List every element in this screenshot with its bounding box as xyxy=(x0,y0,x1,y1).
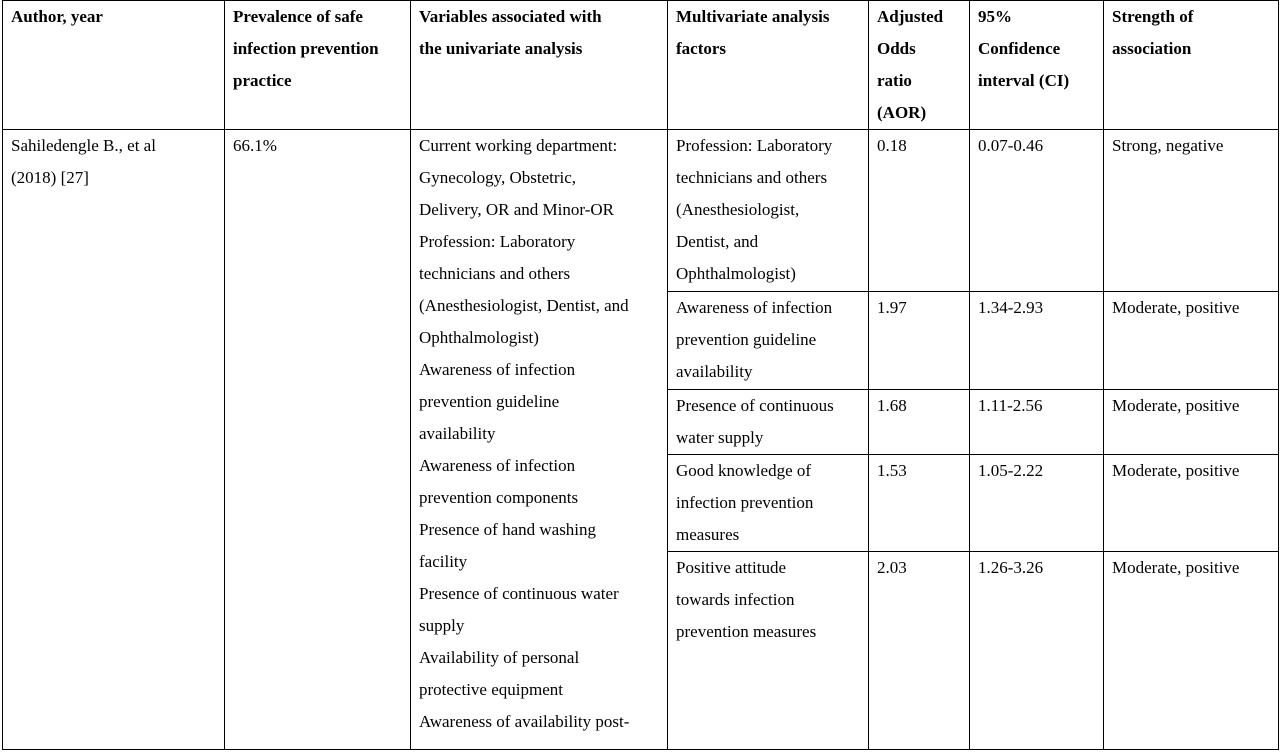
header-confidence-interval: 95% Confidence interval (CI) xyxy=(970,1,1104,130)
ci-cell: 1.26-3.26 xyxy=(970,552,1104,750)
ci-cell: 1.11-2.56 xyxy=(970,390,1104,455)
header-row xyxy=(3,1,1279,130)
factor-cell: Presence of continuous water supply xyxy=(668,390,869,455)
aor-cell: 1.53 xyxy=(869,455,970,552)
header-prevalence: Prevalence of safe infection prevention practice xyxy=(225,1,411,130)
ci-cell: 0.07-0.46 xyxy=(970,130,1104,292)
univariate-variables-cell: Current working department: Gynecology, Obstetric, Delivery, OR and Minor-OR Profession: Laboratory technicians and others (Anesthesiologist, Dentist, and Ophthalmologist) Awareness of infection prevention guideline availability Awareness of infection prevention components Presence of hand washing facility Presence of continuous water supply Availability of personal protective equipment Awareness of availability post- xyxy=(411,130,668,750)
header-univariate-variables: Variables associated with the univariate analysis xyxy=(411,1,668,130)
factor-cell: Positive attitude towards infection prevention measures xyxy=(668,552,869,750)
aor-cell: 2.03 xyxy=(869,552,970,750)
factor-cell: Awareness of infection prevention guideline availability xyxy=(668,292,869,390)
header-author-year: Author, year xyxy=(3,1,225,130)
aor-cell: 1.68 xyxy=(869,390,970,455)
aor-cell: 1.97 xyxy=(869,292,970,390)
strength-cell: Moderate, positive xyxy=(1104,455,1279,552)
header-strength: Strength of association xyxy=(1104,1,1279,130)
ci-cell: 1.05-2.22 xyxy=(970,455,1104,552)
strength-cell: Moderate, positive xyxy=(1104,390,1279,455)
table-row xyxy=(3,130,1279,292)
ci-cell: 1.34-2.93 xyxy=(970,292,1104,390)
factor-cell: Good knowledge of infection prevention measures xyxy=(668,455,869,552)
strength-cell: Strong, negative xyxy=(1104,130,1279,292)
strength-cell: Moderate, positive xyxy=(1104,292,1279,390)
prevalence-cell: 66.1% xyxy=(225,130,411,750)
header-aor: Adjusted Odds ratio (AOR) xyxy=(869,1,970,130)
aor-cell: 0.18 xyxy=(869,130,970,292)
strength-cell: Moderate, positive xyxy=(1104,552,1279,750)
results-table xyxy=(2,0,1279,750)
author-cell: Sahiledengle B., et al (2018) [27] xyxy=(3,130,225,750)
factor-cell: Profession: Laboratory technicians and others (Anesthesiologist, Dentist, and Ophthalmologist) xyxy=(668,130,869,292)
header-multivariate-factors: Multivariate analysis factors xyxy=(668,1,869,130)
